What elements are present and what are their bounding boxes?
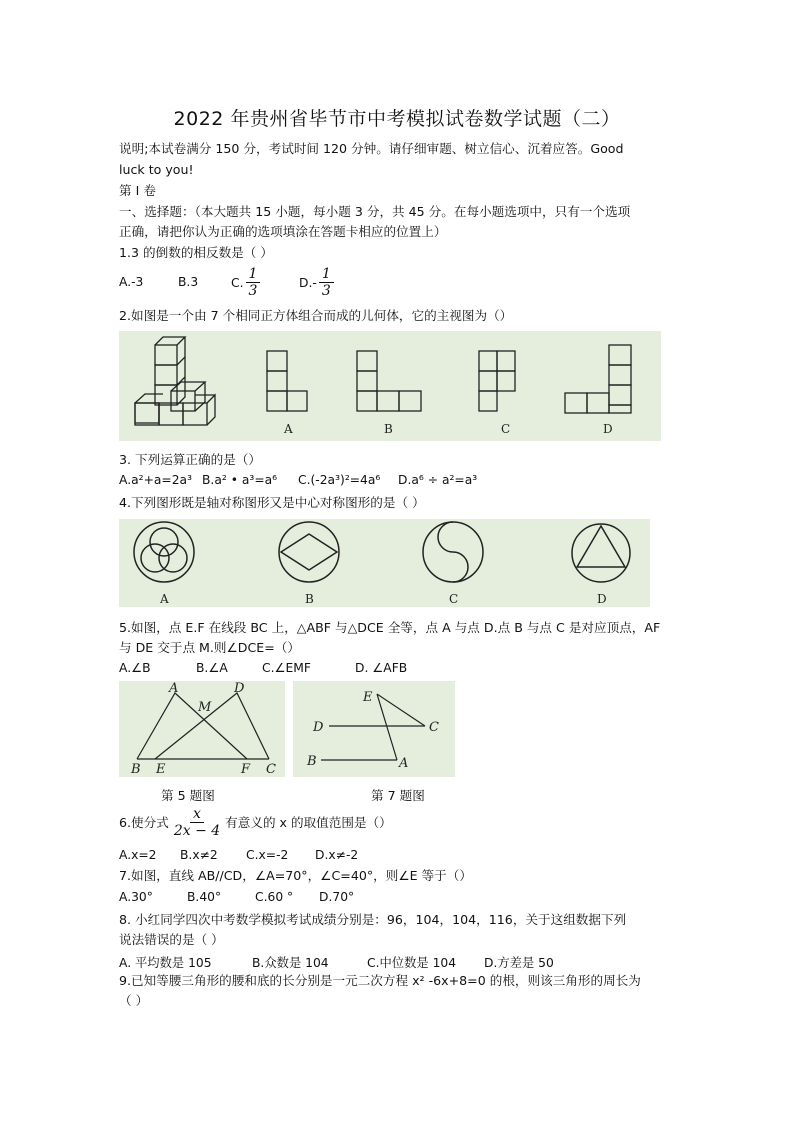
intro-line-1: 说明;本试卷满分 150 分，考试时间 120 分钟。请仔细审题、树立信心、沉着应答。Good (119, 141, 624, 156)
q5-option-d: D. ∠AFB (355, 661, 408, 675)
q3-stem: 3. 下列运算正确的是（） (119, 452, 261, 467)
q2-figure (119, 331, 661, 441)
fig7-point-a: A (399, 756, 409, 771)
q1-option-c-label: C. (231, 275, 244, 290)
q7-stem: 7.如图，直线 AB//CD，∠A=70°，∠C=40°，则∠E 等于（） (119, 868, 472, 883)
symbol-option-a (134, 522, 194, 582)
q4-stem: 4.下列图形既是轴对称图形又是中心对称图形的是（ ） (119, 495, 425, 510)
q1-c-numerator: 1 (246, 266, 261, 283)
q6-fraction (171, 806, 223, 839)
figure-7-lines (321, 694, 425, 760)
q1-c-denominator: 3 (248, 283, 258, 299)
fig5-point-b: B (131, 762, 141, 777)
cube-solid-drawing (135, 337, 215, 425)
q9-stem-line-2: （ ） (119, 993, 149, 1008)
q5-option-a: A.∠B (119, 661, 151, 675)
q2-label-b: B (384, 422, 393, 436)
q6-stem-prefix: 6.使分式 (119, 814, 169, 830)
fig5-point-c: C (266, 762, 276, 777)
figure-7 (293, 681, 455, 777)
q5-stem-line-2: 与 DE 交于点 M.则∠DCE=（） (119, 640, 300, 655)
fig5-point-a: A (169, 681, 179, 696)
q7-option-b: B.40° (187, 890, 222, 904)
symbol-option-d (572, 524, 630, 582)
q8-option-c: C.中位数是 104 (367, 956, 457, 970)
q7-option-c: C.60 ° (255, 890, 294, 904)
q4-label-c: C (449, 592, 459, 606)
view-option-b (357, 351, 421, 411)
q3-option-c: C.(-2a³)²=4a⁶ (298, 473, 381, 487)
q7-option-d: D.70° (319, 890, 355, 904)
q8-stem-line-2: 说法错误的是（ ） (119, 932, 224, 947)
symbol-option-c (423, 522, 483, 582)
q1-option-a: A.-3 (119, 275, 144, 289)
q5-option-c: C.∠EMF (262, 661, 311, 675)
q1-d-denominator: 3 (321, 283, 331, 299)
q6-numerator: x (190, 806, 204, 823)
q4-figure-svg (119, 519, 650, 607)
section-line-2: 正确，请把你认为正确的选项填涂在答题卡相应的位置上） (119, 224, 447, 239)
figure-5-caption: 第 5 题图 (161, 788, 215, 803)
q1-d-numerator: 1 (319, 266, 334, 283)
q3-option-b: B.a² • a³=a⁶ (202, 473, 278, 487)
q1-option-d (299, 266, 336, 299)
fig7-point-b: B (307, 754, 317, 769)
q7-option-a: A.30° (119, 890, 153, 904)
figure-5 (119, 681, 285, 777)
q6-option-d: D.x≠-2 (315, 848, 359, 862)
q1-option-d-fraction (319, 266, 334, 299)
q6-option-a: A.x=2 (119, 848, 157, 862)
q4-figure (119, 519, 650, 607)
q5-option-b: B.∠A (196, 661, 228, 675)
q2-label-a: A (284, 422, 293, 436)
q5-stem-line-1: 5.如图，点 E.F 在线段 BC 上，△ABF 与△DCE 全等，点 A 与点 D.点 B 与点 C 是对应顶点，AF (119, 620, 661, 635)
q8-option-a: A. 平均数是 105 (119, 956, 212, 970)
q6-stem (119, 806, 392, 839)
fig5-point-m: M (198, 700, 212, 715)
q2-label-d: D (603, 422, 613, 436)
fig7-point-d: D (313, 720, 324, 735)
q4-label-a: A (160, 592, 169, 606)
q8-option-d: D.方差是 50 (484, 956, 554, 970)
view-option-d (565, 345, 631, 413)
page-title: 2022 年贵州省毕节市中考模拟试卷数学试题（二） (173, 108, 621, 130)
section-line-1: 一、选择题：（本大题共 15 小题，每小题 3 分，共 45 分。在每小题选项中，只有一个选项 (119, 204, 631, 219)
fig7-point-e: E (363, 690, 373, 705)
q6-stem-suffix: 有意义的 x 的取值范围是（） (225, 814, 392, 830)
q8-stem-line-1: 8. 小红同学四次中考数学模拟考试成绩分别是：96，104，104，116，关于这组数据下列 (119, 912, 627, 927)
q1-option-c (231, 266, 262, 299)
fig7-point-c: C (429, 720, 439, 735)
q4-label-b: B (305, 592, 314, 606)
view-option-a (267, 351, 307, 411)
q9-stem-line-1: 9.已知等腰三角形的腰和底的长分别是一元二次方程 x² -6x+8=0 的根，则该三角形的周长为 (119, 973, 641, 988)
figure-7-caption: 第 7 题图 (371, 788, 425, 803)
q2-figure-svg (119, 331, 661, 441)
q2-stem: 2.如图是一个由 7 个相同正方体组合而成的儿何体，它的主视图为（） (119, 308, 513, 323)
symbol-option-b (279, 522, 339, 582)
view-option-c (479, 351, 515, 411)
q6-option-c: C.x=-2 (246, 848, 289, 862)
q8-option-b: B.众数是 104 (252, 956, 329, 970)
q3-option-a: A.a²+a=2a³ (119, 473, 193, 487)
q6-denominator: 2x − 4 (173, 823, 221, 839)
q1-stem: 1.3 的倒数的相反数是（ ） (119, 245, 273, 260)
q2-label-c: C (501, 422, 511, 436)
figure-5-svg (119, 681, 285, 777)
volume-label: 第 I 卷 (119, 183, 156, 198)
q1-option-b: B.3 (178, 275, 199, 289)
fig5-point-e: E (156, 762, 166, 777)
figure-7-svg (293, 681, 455, 777)
q4-label-d: D (597, 592, 607, 606)
intro-line-2: luck to you! (119, 162, 194, 177)
q6-option-b: B.x≠2 (180, 848, 218, 862)
fig5-point-f: F (241, 762, 251, 777)
q1-option-d-label: D.- (299, 275, 317, 290)
q1-option-c-fraction (246, 266, 261, 299)
fig5-point-d: D (234, 681, 245, 696)
q3-option-d: D.a⁶ ÷ a²=a³ (398, 473, 478, 487)
